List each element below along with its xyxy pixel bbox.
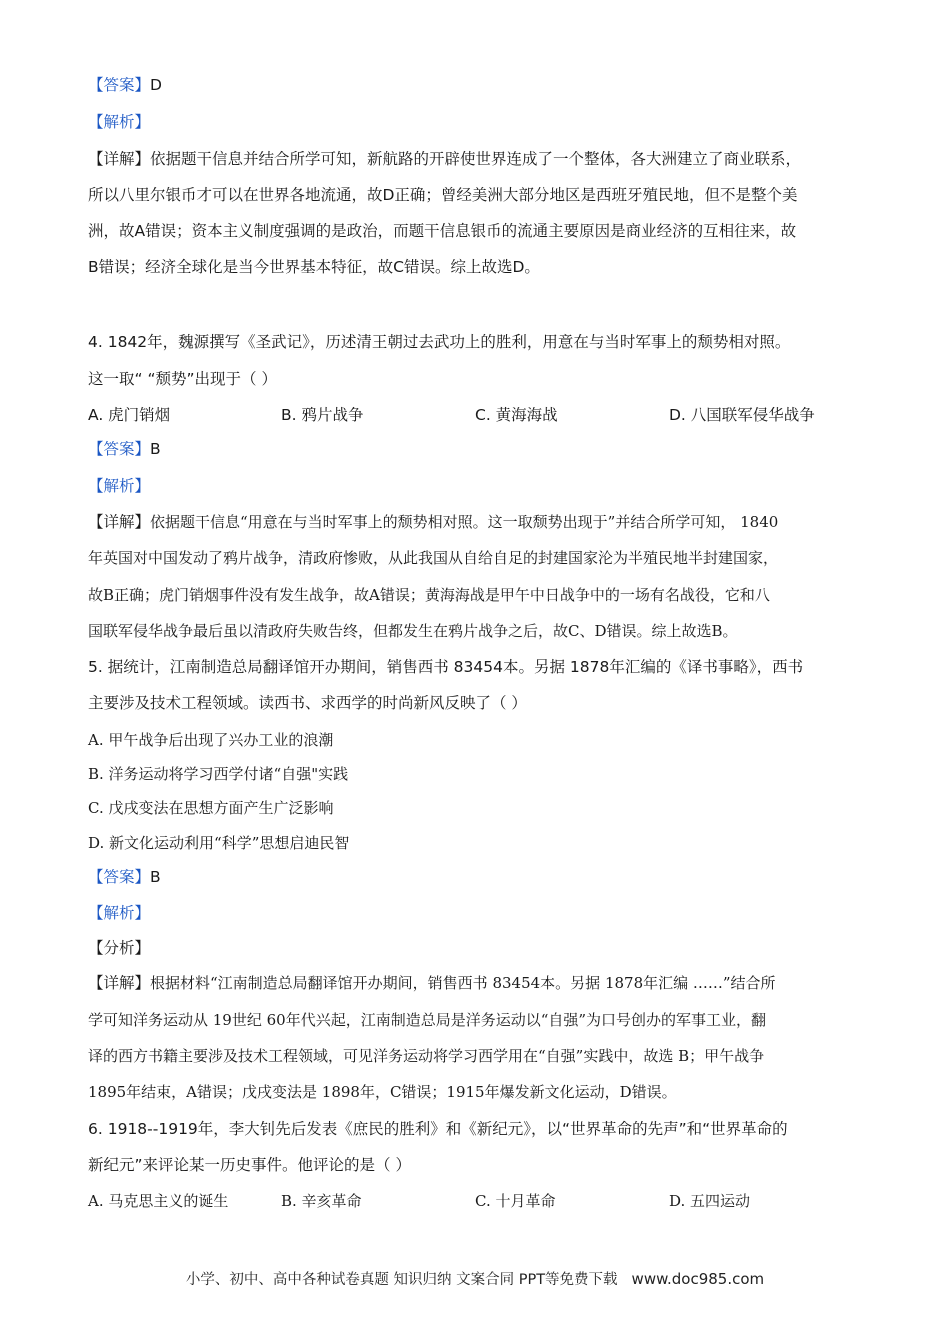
detail-tag: 【详解】: [88, 513, 151, 531]
question-stem: 新纪元”来评论某一历史事件。他评论的是（ ）: [88, 1156, 411, 1174]
option-a: A. 马克思主义的诞生: [88, 1192, 229, 1210]
fenxi-tag: 【分析】: [88, 939, 151, 957]
detail-line: 所以八里尔银币才可以在世界各地流通，故D正确；曾经美洲大部分地区是西班牙殖民地，但不是整个美: [88, 186, 798, 204]
detail-text: 根据材料“江南制造总局翻译馆开办期间，销售西书 83454本。另据 1878年汇编 ……”结合所: [150, 974, 776, 992]
answer-line: [88, 866, 870, 888]
detail-text: 依据题干信息“用意在与当时军事上的颓势相对照。这一取颓势出现于”并结合所学可知， 1840: [150, 513, 779, 531]
detail-line: 学可知洋务运动从 19世纪 60年代兴起，江南制造总局是洋务运动以“自强”为口号创办的军事工业，翻: [88, 1011, 767, 1029]
option-b: B. 洋务运动将学习西学付诸“自强"实践: [88, 765, 349, 783]
question-stem: 这一取“ “颓势”出现于（ ）: [88, 370, 277, 388]
option-d: D. 五四运动: [669, 1192, 751, 1210]
question-stem: 5. 据统计，江南制造总局翻译馆开办期间，销售西书 83454本。另据 1878年汇编的《译书事略》，西书: [88, 658, 804, 676]
detail-line: 1895年结束，A错误；戊戌变法是 1898年，C错误；1915年爆发新文化运动，D错误。: [88, 1083, 677, 1101]
detail-text: 依据题干信息并结合所学可知，新航路的开辟使世界连成了一个整体，各大洲建立了商业联系，: [150, 150, 802, 168]
option-b: B. 鸦片战争: [281, 406, 364, 424]
option-d: D. 新文化运动利用“科学”思想启迪民智: [88, 834, 350, 852]
analysis-tag: 【解析】: [88, 904, 151, 922]
detail-line: B错误；经济全球化是当今世界基本特征，故C错误。综上故选D。: [88, 258, 540, 276]
answer-tag: 【答案】: [88, 868, 151, 886]
answer-tag: 【答案】: [88, 440, 151, 458]
detail-line: 故B正确；虎门销烟事件没有发生战争，故A错误；黄海海战是甲午中日战争中的一场有名战役，它和八: [88, 586, 770, 604]
answer-line: [88, 438, 870, 460]
detail-line: 年英国对中国发动了鸦片战争，清政府惨败，从此我国从自给自足的封建国家沦为半殖民地半封建国家，: [88, 549, 779, 567]
question-stem: 4. 1842年，魏源撰写《圣武记》，历述清王朝过去武功上的胜利，用意在与当时军事上的颓势相对照。: [88, 333, 791, 351]
detail-line: 译的西方书籍主要涉及技术工程领域，可见洋务运动将学习西学用在“自强”实践中，故选 B；甲午战争: [88, 1047, 765, 1065]
analysis-tag: 【解析】: [88, 113, 151, 131]
detail-line: [88, 972, 870, 994]
option-a: A. 甲午战争后出现了兴办工业的浪潮: [88, 731, 334, 749]
analysis-tag: 【解析】: [88, 477, 151, 495]
option-c: C. 黄海海战: [475, 406, 558, 424]
answer-value: B: [150, 868, 161, 886]
detail-tag: 【详解】: [88, 974, 151, 992]
answer-line: [88, 74, 870, 96]
detail-line: 洲，故A错误；资本主义制度强调的是政治，而题干信息银币的流通主要原因是商业经济的互相往来，故: [88, 222, 797, 240]
page-footer: [0, 1268, 950, 1289]
question-stem: 6. 1918--1919年，李大钊先后发表《庶民的胜利》和《新纪元》，以“世界革命的先声”和“世界革命的: [88, 1120, 788, 1138]
footer-url[interactable]: www.doc985.com: [631, 1270, 765, 1288]
option-c: C. 十月革命: [475, 1192, 556, 1210]
option-a: A. 虎门销烟: [88, 406, 171, 424]
detail-line: [88, 148, 870, 170]
detail-line: [88, 511, 870, 533]
option-d: D. 八国联军侵华战争: [669, 406, 815, 424]
detail-line: 国联军侵华战争最后虽以清政府失败告终，但都发生在鸦片战争之后，故C、D错误。综上故选B。: [88, 622, 738, 640]
footer-text: 小学、初中、高中各种试卷真题 知识归纳 文案合同 PPT等免费下载: [185, 1272, 618, 1288]
option-b: B. 辛亥革命: [281, 1192, 362, 1210]
answer-tag: 【答案】: [88, 76, 151, 94]
detail-tag: 【详解】: [88, 150, 151, 168]
option-c: C. 戊戌变法在思想方面产生广泛影响: [88, 799, 334, 817]
answer-value: B: [150, 440, 161, 458]
answer-value: D: [150, 76, 162, 94]
question-stem: 主要涉及技术工程领域。读西书、求西学的时尚新风反映了（ ）: [88, 694, 527, 712]
